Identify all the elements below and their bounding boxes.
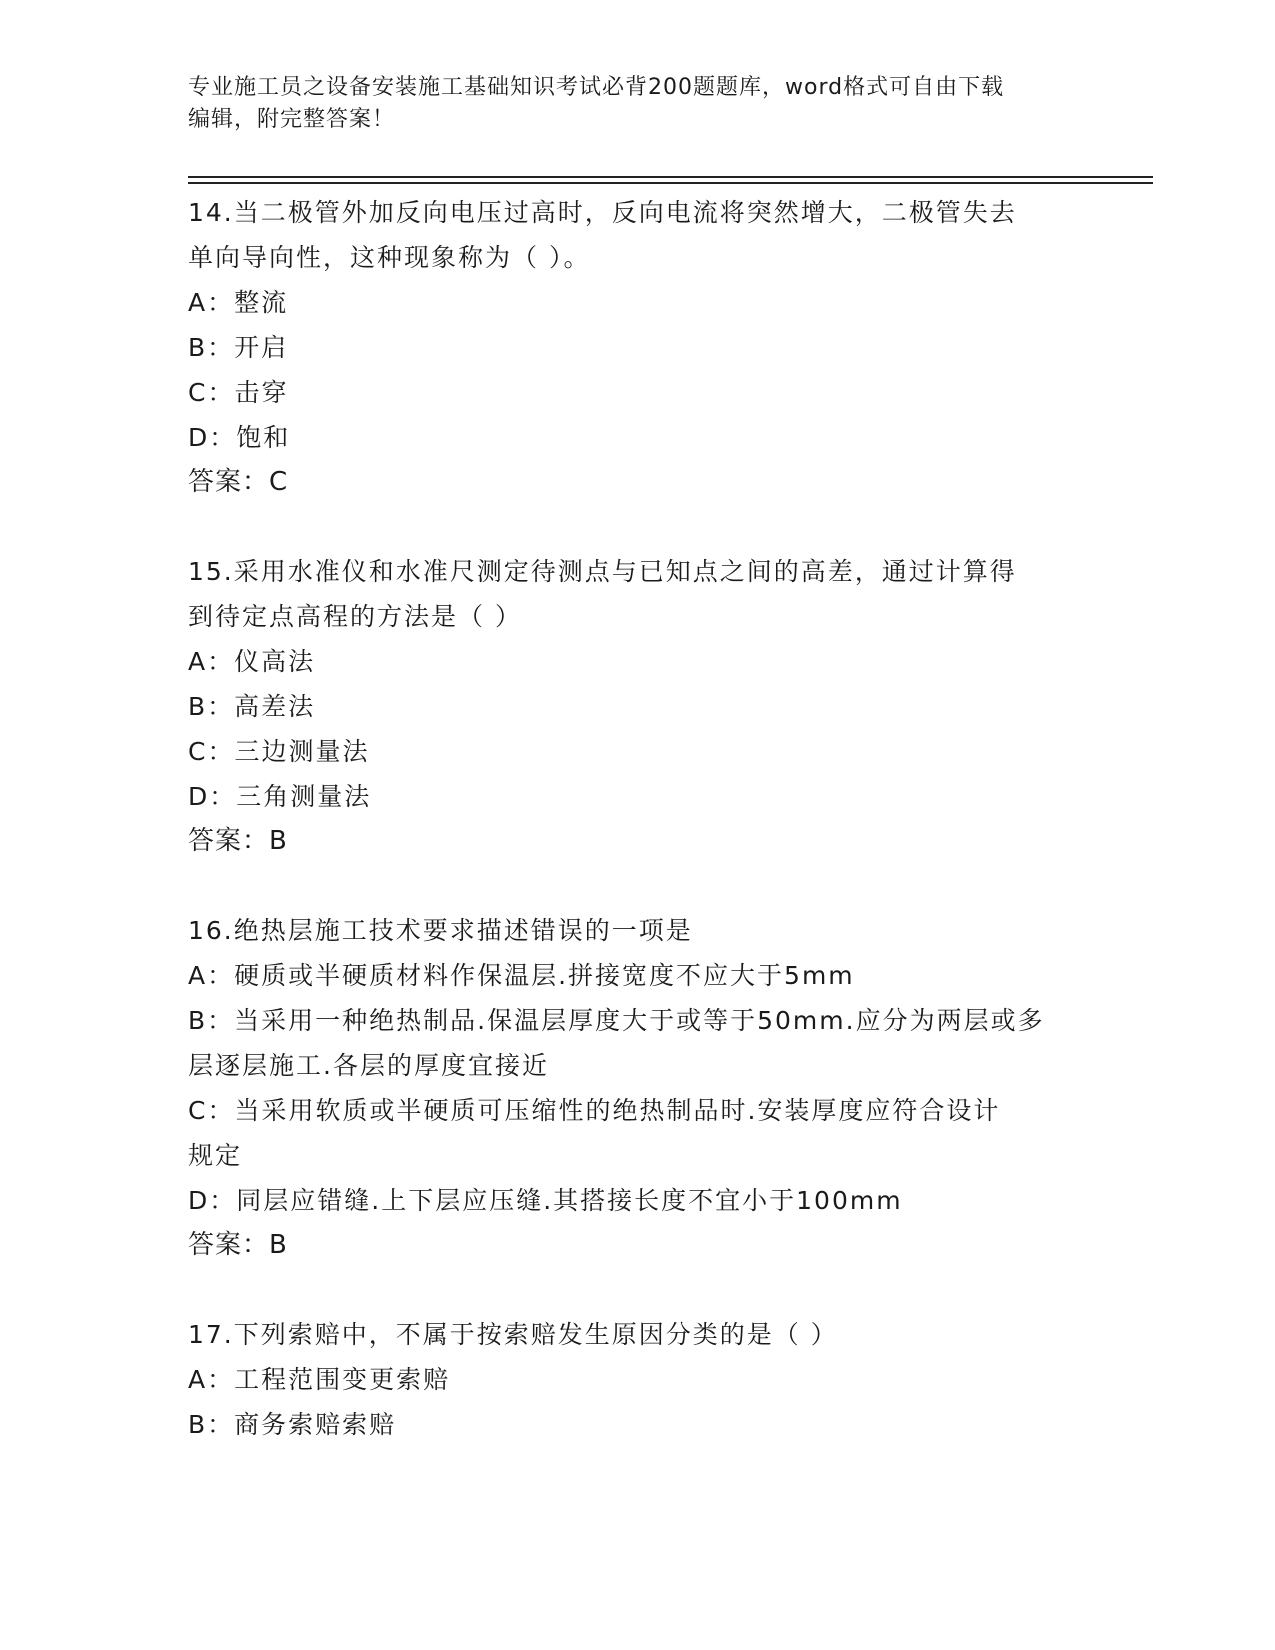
answer-line: 答案：B — [188, 826, 288, 856]
option-a: A：整流 — [188, 288, 289, 317]
option-c: C：击穿 — [188, 378, 289, 407]
question-list — [188, 190, 1088, 1491]
option-b-continued: 层逐层施工.各层的厚度宜接近 — [188, 1051, 549, 1080]
question-stem: 15.采用水准仪和水准尺测定待测点与已知点之间的高差，通过计算得 — [188, 557, 1017, 586]
option-b: B：开启 — [188, 333, 289, 362]
option-a: A：仪高法 — [188, 647, 316, 676]
question-15 — [188, 549, 1088, 864]
question-14 — [188, 190, 1088, 505]
option-a: A：硬质或半硬质材料作保温层.拼接宽度不应大于5mm — [188, 961, 855, 990]
option-d: D：三角测量法 — [188, 782, 372, 811]
header-rule-bottom — [188, 182, 1153, 184]
question-stem: 到待定点高程的方法是（ ） — [188, 602, 522, 631]
option-d: D：饱和 — [188, 423, 291, 452]
option-c-continued: 规定 — [188, 1141, 243, 1170]
question-stem: 14.当二极管外加反向电压过高时，反向电流将突然增大，二极管失去 — [188, 198, 1017, 227]
question-17 — [188, 1312, 1088, 1447]
answer-line: 答案：B — [188, 1230, 288, 1260]
option-b: B：商务索赔索赔 — [188, 1410, 397, 1439]
question-stem: 单向导向性，这种现象称为（ ）。 — [188, 243, 591, 272]
answer-line: 答案：C — [188, 467, 289, 497]
option-a: A：工程范围变更索赔 — [188, 1365, 451, 1394]
question-stem: 16.绝热层施工技术要求描述错误的一项是 — [188, 916, 693, 945]
option-b: B：高差法 — [188, 692, 316, 721]
option-b: B：当采用一种绝热制品.保温层厚度大于或等于50mm.应分为两层或多 — [188, 1006, 1045, 1035]
document-header — [188, 72, 1068, 136]
question-stem: 17.下列索赔中，不属于按索赔发生原因分类的是（ ） — [188, 1320, 838, 1349]
question-16 — [188, 908, 1088, 1268]
header-line-1: 专业施工员之设备安装施工基础知识考试必背200题题库，word格式可自由下载 — [188, 75, 1005, 100]
header-rule-top — [188, 176, 1153, 178]
header-line-2: 编辑，附完整答案！ — [188, 107, 396, 132]
option-c: C：三边测量法 — [188, 737, 370, 766]
option-c: C：当采用软质或半硬质可压缩性的绝热制品时.安装厚度应符合设计 — [188, 1096, 1001, 1125]
option-d: D：同层应错缝.上下层应压缝.其搭接长度不宜小于100mm — [188, 1186, 903, 1215]
